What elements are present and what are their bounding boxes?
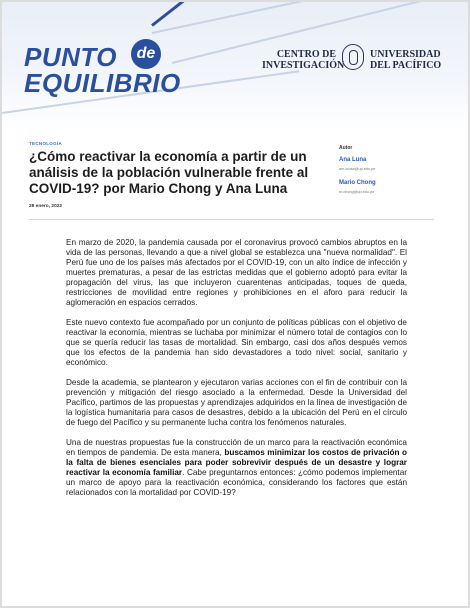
logo-equilibrio: EQUILIBRIO	[24, 68, 181, 98]
article-body	[66, 238, 407, 508]
body-paragraph: En marzo de 2020, la pandemia causada por el coronavirus provocó cambios abruptos en la vida de las personas, llevando a que a nivel global se establezca una "nueva normalidad". El Perú fue uno de los países más afectados por el COVID-19, con un alto índice de infección y muertes prematuras, a pesar de las estrictas medidas que el gobierno adoptó para evitar la propagación del virus, las que incluyeron cuarentenas anticipadas, toques de queda, restricciones de movilidad entre regiones y prohibiciones en el aforo para reducir la aglomeración en espacios cerrados.	[66, 238, 407, 307]
universidad-logo: UNIVERSIDAD DEL PACÍFICO	[370, 49, 442, 71]
body-paragraph: Una de nuestras propuestas fue la construcción de un marco para la reactivación económica en tiempos de pandemia. De esta manera, buscamos minimizar los costos de privación o la falta de bienes esenciales para poder sobrevivir después de un desastre y lograr reactivar la economía familiar. Cabe preguntarnos entonces: ¿cómo podemos implementar un marco de apoyo para la reactivación económica, considerando los factores que están relacionados con la mortalidad por COVID-19?	[66, 438, 407, 497]
highlighted-text: buscamos minimizar los costos de privación o la falta de bienes esenciales para poder sobrevivir después de un desastre y lograr reactivar la economía familiar	[66, 448, 407, 477]
document-page	[2, 2, 468, 606]
author-email-mario-chong[interactable]: m.chong@up.edu.pe	[339, 190, 375, 194]
author-heading: Autor	[339, 145, 353, 151]
article-title: ¿Cómo reactivar la economía a partir de un análisis de la población vulnerable frente al COVID-19? por Mario Chong y Ana Luna	[29, 149, 309, 196]
university-seal-icon	[342, 44, 364, 70]
author-name-ana-luna[interactable]: Ana Luna	[339, 157, 367, 163]
logo-punto: PUNTO	[24, 42, 118, 72]
divider	[29, 219, 434, 220]
author-name-mario-chong[interactable]: Mario Chong	[339, 180, 376, 186]
author-email-ana-luna[interactable]: am.lunaa@up.edu.pe	[339, 167, 376, 171]
centro-investigacion-logo: CENTRO DE INVESTIGACIÓN	[262, 49, 345, 71]
article-category: TECNOLOGÍA	[29, 141, 62, 146]
article-date: 28 enero, 2022	[29, 204, 63, 209]
body-paragraph: Desde la academia, se plantearon y ejecutaron varias acciones con el fin de contribuir con la prevención y mitigación del riesgo asociado a la enfermedad. Desde la Universidad del Pacífico, partimos de las propuestas y aprendizajes adquiridos en la línea de investigación de la logística humanitaria para casos de desastres, debido a la ubicación del Perú en el círculo de fuego del Pacífico y su permanente lucha contra los fenómenos naturales.	[66, 378, 407, 427]
header-band	[2, 2, 468, 130]
body-paragraph: Este nuevo contexto fue acompañado por un conjunto de políticas públicas con el objetivo de reactivar la economía, mientras se luchaba por minimizar el número total de contagios con lo que se quería reducir las tasas de mortalidad. Sin embargo, casi dos años después vemos que los efectos de la pandemia han sido devastadores a todo nivel: social, sanitario y económico.	[66, 318, 407, 367]
logo-de-badge: de	[131, 39, 161, 69]
